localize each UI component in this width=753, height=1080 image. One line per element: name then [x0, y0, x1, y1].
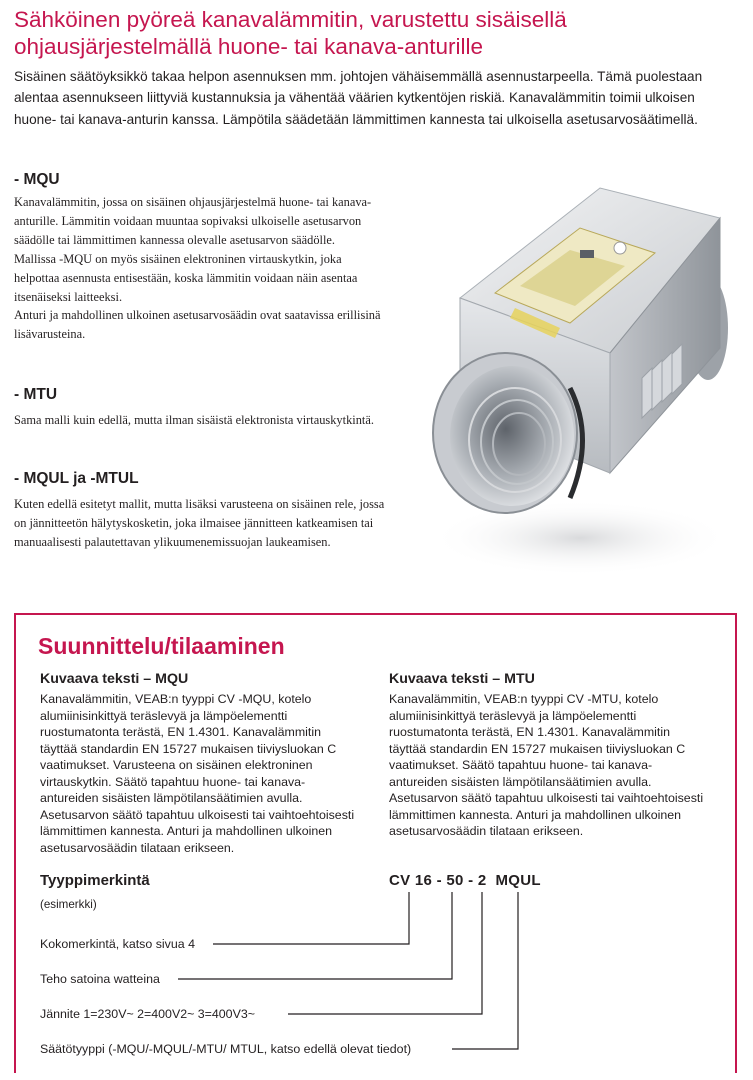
power-label: Teho satoina watteina [40, 972, 160, 986]
planning-title: Suunnittelu/tilaaminen [38, 633, 285, 659]
control-type-label: Säätötyyppi (-MQU/-MQUL/-MTU/ MTUL, katso edellä olevat tiedot) [40, 1042, 412, 1056]
voltage-label: Jännite 1=230V~ 2=400V2~ 3=400V3~ [40, 1007, 255, 1021]
type-code-heading: Tyyppimerkintä [40, 872, 150, 889]
size-label: Kokomerkintä, katso sivua 4 [40, 937, 195, 951]
page-title: Sähköinen pyöreä kanavalämmitin, varustettu sisäisellä ohjausjärjestelmällä huone- tai kanava-anturille [14, 7, 567, 59]
duct-heater-image [420, 178, 740, 593]
type-code-subtitle: (esimerkki) [40, 898, 97, 911]
section-body-mqul: Kuten edellä esitetyt mallit, mutta lisäksi varusteena on sisäinen rele, jossa on jännitteetön hälytyskosketin, joka ilmaisee jännitteen katkeamisen tai manuaalisesti palautettavan ylikuumenemissuojan laukeamisen. [14, 497, 385, 549]
section-body-mqu: Kanavalämmitin, jossa on sisäinen ohjausjärjestelmä huone- tai kanava-anturille. Lämmitin voidaan muuntaa sopivaksi ulkoiselle asetusarvon säädölle tai lämmittimen kannessa olevalle asetusarvon säädölle. Mallissa -MQU on myös sisäinen elektroninen virtauskytkin, joka helpottaa asennusta entisestään, koska lämmitin voidaan näin asentaa itsenäiseksi laitteeksi. Anturi ja mahdollinen ulkoinen asetusarvosäädin ovat saatavissa erillisinä lisävarusteina. [14, 195, 381, 342]
section-heading-mqul: - MQUL ja -MTUL [14, 470, 139, 487]
type-code-example: CV 16 - 50 - 2 MQUL [389, 872, 541, 889]
mtu-description-heading: Kuvaava teksti – MTU [389, 671, 535, 687]
mqu-description-heading: Kuvaava teksti – MQU [40, 671, 189, 687]
intro-paragraph: Sisäinen säätöyksikkö takaa helpon asennuksen mm. johtojen vähäisemmällä asennustarpeella. Tämä puolestaan alentaa asennukseen liittyviä kustannuksia ja vähentää väärien kytkentöjen riskiä. Kanavalämmitin toimii ulkoisen huone- tai kanava-anturin kanssa. Lämpötila säädetään lämmittimen kannesta tai ulkoisella asetusarvosäätimellä. [14, 69, 703, 127]
mtu-description-text: Kanavalämmitin, VEAB:n tyyppi CV -MTU, kotelo alumiinisinkittyä teräslevyä ja lämpöelementti ruostumatonta terästä, EN 1.4301. Kanavalämmitin täyttää standardin EN 15727 mukaisen tiiviysluokan C vaatimukset. Säätö tapahtuu huone- tai kanava-antureiden sisäisten lämpötilansäätimien avulla. Asetusarvon säätö tapahtuu ulkoisesti tai vaihtoehtoisesti lämmittimen kannesta. Anturi ja mahdollinen ulkoinen asetusarvosäädin tilataan erikseen. [389, 692, 704, 838]
mqu-description-text: Kanavalämmitin, VEAB:n tyyppi CV -MQU, kotelo alumiinisinkittyä teräslevyä ja lämpöelementti ruostumatonta terästä, EN 1.4301. Kanavalämmitin täyttää standardin EN 15727 mukaisen tiiviysluokan C vaatimukset. Varusteena on sisäinen elektroninen virtauskytkin. Säätö tapahtuu huone- tai kanava-antureiden sisäisten lämpötilansäätimien avulla. Asetusarvon säätö tapahtuu ulkoisesti tai vaihtoehtoisesti lämmittimen kannesta. Anturi ja mahdollinen ulkoinen asetusarvosäädin tilataan erikseen. [40, 692, 355, 855]
section-heading-mtu: - MTU [14, 386, 58, 403]
section-heading-mqu: - MQU [14, 171, 60, 188]
section-body-mtu: Sama malli kuin edellä, mutta ilman sisäistä elektronista virtauskytkintä. [14, 413, 374, 427]
